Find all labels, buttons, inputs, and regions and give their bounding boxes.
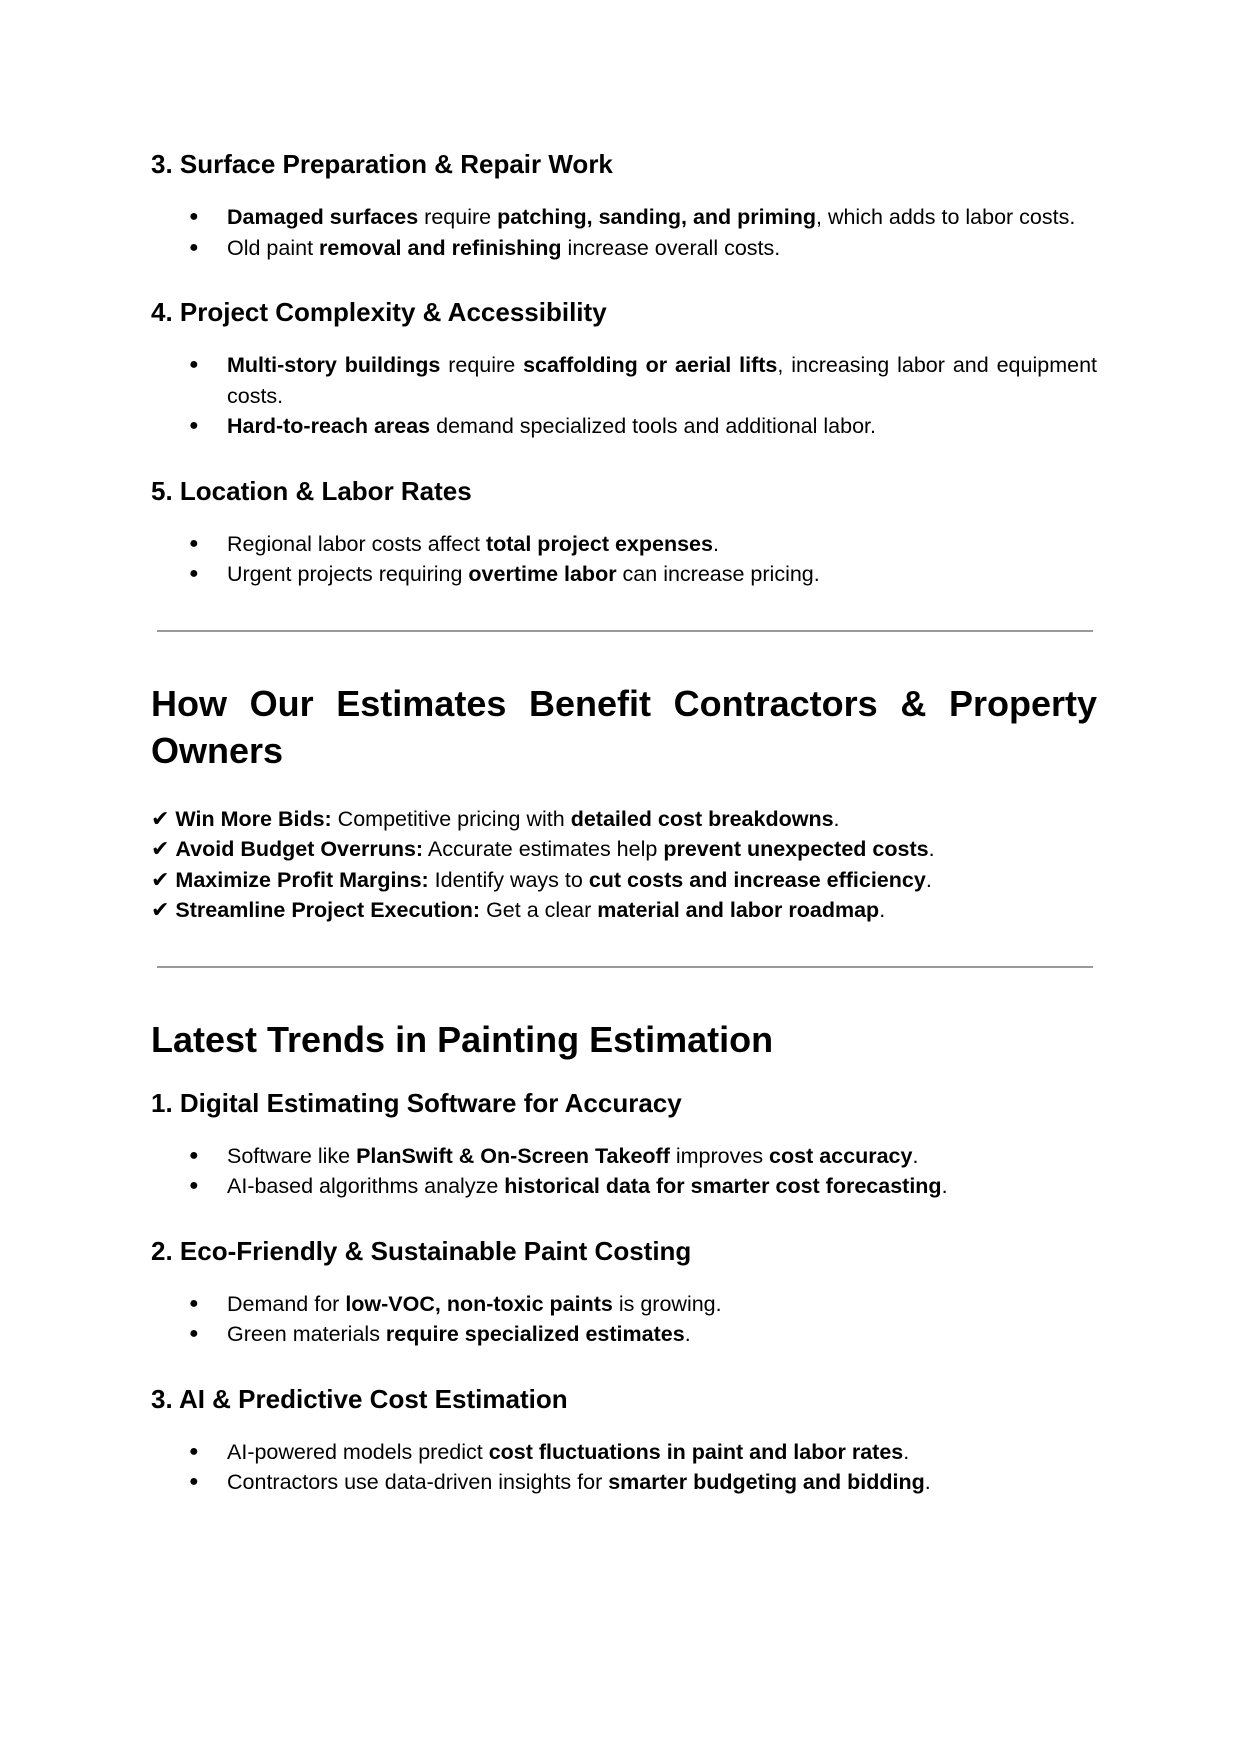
list-item bbox=[151, 350, 1097, 411]
bold-text: historical data for smarter cost forecasting bbox=[504, 1174, 942, 1198]
list-item bbox=[151, 202, 1097, 233]
bullet-icon: ● bbox=[189, 1325, 199, 1342]
benefit-item bbox=[151, 834, 1097, 865]
text: Contractors use data-driven insights for bbox=[227, 1470, 609, 1494]
bold-text: cost accuracy bbox=[769, 1143, 913, 1168]
section-heading: 3. Surface Preparation & Repair Work bbox=[151, 149, 613, 179]
section-heading: 2. Eco-Friendly & Sustainable Paint Costing bbox=[151, 1235, 692, 1266]
text: Competitive pricing with bbox=[331, 806, 571, 831]
text: improves bbox=[669, 1143, 770, 1168]
text: , which adds to labor costs. bbox=[816, 205, 1076, 229]
bullet-icon: ● bbox=[189, 1177, 199, 1194]
bold-text: require specialized estimates bbox=[385, 1322, 685, 1346]
bold-text: detailed cost breakdowns bbox=[570, 806, 834, 831]
bold-text: overtime labor bbox=[468, 562, 617, 586]
check-icon: ✔ bbox=[151, 866, 170, 892]
text: . bbox=[925, 867, 932, 892]
text: , increasing labor and equipment costs. bbox=[227, 353, 1097, 408]
text: Accurate estimates help bbox=[423, 837, 664, 861]
bold-text: patching, sanding, and priming bbox=[497, 205, 816, 229]
bullet-list bbox=[151, 350, 1097, 442]
check-icon: ✔ bbox=[151, 897, 170, 922]
text: Urgent projects requiring bbox=[227, 562, 469, 586]
bold-text: PlanSwift & On-Screen Takeoff bbox=[356, 1143, 670, 1168]
document-page bbox=[151, 146, 1097, 1529]
text: . bbox=[912, 1143, 919, 1168]
text: . bbox=[833, 806, 840, 831]
text: require bbox=[440, 353, 524, 377]
list-item bbox=[151, 529, 1097, 560]
section-heading: 5. Location & Labor Rates bbox=[151, 475, 472, 506]
bullet-icon: ● bbox=[189, 565, 199, 582]
text: . bbox=[712, 531, 719, 556]
benefit-label: Avoid Budget Overruns: bbox=[175, 837, 424, 861]
text: . bbox=[928, 837, 935, 861]
list-item bbox=[151, 233, 1097, 264]
text: Demand for bbox=[227, 1291, 346, 1316]
bullet-list bbox=[151, 202, 1097, 263]
text: AI-powered models predict bbox=[227, 1439, 489, 1464]
text: . bbox=[903, 1439, 910, 1464]
text: Green materials bbox=[227, 1322, 386, 1346]
text: Software like bbox=[227, 1143, 357, 1168]
text: Regional labor costs affect bbox=[227, 531, 486, 556]
text: Old paint bbox=[227, 235, 320, 260]
bold-text: material and labor roadmap bbox=[597, 898, 880, 922]
section-title: Latest Trends in Painting Estimation bbox=[151, 1018, 774, 1060]
text: Get a clear bbox=[480, 898, 598, 922]
list-item bbox=[151, 411, 1097, 442]
text: require bbox=[418, 205, 498, 229]
bullet-icon: ● bbox=[189, 1146, 199, 1164]
bullet-icon: ● bbox=[189, 534, 199, 552]
list-item bbox=[151, 1141, 1097, 1172]
benefit-label: Streamline Project Execution: bbox=[175, 898, 481, 922]
bold-text: smarter budgeting and bidding bbox=[608, 1470, 925, 1494]
bullet-icon: ● bbox=[189, 417, 199, 434]
text: can increase pricing. bbox=[616, 562, 820, 586]
bold-text: cut costs and increase efficiency bbox=[588, 867, 926, 892]
list-item bbox=[151, 1289, 1097, 1320]
bullet-icon: ● bbox=[189, 1442, 199, 1460]
bold-text: removal and refinishing bbox=[319, 235, 562, 260]
text: demand specialized tools and additional labor. bbox=[430, 414, 876, 438]
bullet-list bbox=[151, 1289, 1097, 1350]
list-item bbox=[151, 1319, 1097, 1350]
horizontal-divider bbox=[157, 630, 1093, 632]
bold-text: low-VOC, non-toxic paints bbox=[345, 1291, 613, 1316]
text: . bbox=[924, 1470, 931, 1494]
check-icon: ✔ bbox=[151, 805, 170, 831]
benefits-list bbox=[151, 804, 1097, 926]
bullet-icon: ● bbox=[189, 208, 199, 225]
list-item bbox=[151, 559, 1097, 590]
benefit-item bbox=[151, 804, 1097, 835]
section-heading: 1. Digital Estimating Software for Accuracy bbox=[151, 1087, 682, 1118]
bold-text: Multi-story buildings bbox=[227, 353, 441, 377]
bullet-icon: ● bbox=[189, 356, 199, 373]
bold-text: Damaged surfaces bbox=[227, 205, 419, 229]
bullet-list bbox=[151, 529, 1097, 590]
bold-text: Hard-to-reach areas bbox=[227, 414, 431, 438]
benefit-label: Win More Bids: bbox=[175, 806, 332, 831]
bullet-list bbox=[151, 1141, 1097, 1202]
bold-text: scaffolding or aerial lifts bbox=[523, 353, 778, 377]
bullet-list bbox=[151, 1437, 1097, 1498]
bold-text: prevent unexpected costs bbox=[663, 837, 929, 861]
list-item bbox=[151, 1171, 1097, 1202]
bullet-icon: ● bbox=[189, 1294, 199, 1312]
text: . bbox=[941, 1174, 948, 1198]
section-heading: 4. Project Complexity & Accessibility bbox=[151, 297, 607, 327]
bold-text: cost fluctuations in paint and labor rates bbox=[488, 1439, 904, 1464]
text: is growing. bbox=[612, 1291, 722, 1316]
section-title: How Our Estimates Benefit Contractors & Property Owners bbox=[151, 682, 1097, 771]
list-item bbox=[151, 1437, 1097, 1468]
bold-text: total project expenses bbox=[485, 531, 713, 556]
section-heading: 3. AI & Predictive Cost Estimation bbox=[151, 1383, 568, 1414]
bullet-icon: ● bbox=[189, 1473, 199, 1490]
text: . bbox=[879, 898, 886, 922]
text: . bbox=[684, 1322, 691, 1346]
text: Identify ways to bbox=[428, 867, 589, 892]
bullet-icon: ● bbox=[189, 238, 199, 256]
horizontal-divider bbox=[157, 966, 1093, 968]
benefit-label: Maximize Profit Margins: bbox=[175, 867, 429, 892]
text: AI-based algorithms analyze bbox=[227, 1174, 505, 1198]
benefit-item bbox=[151, 865, 1097, 896]
check-icon: ✔ bbox=[151, 836, 170, 861]
benefit-item bbox=[151, 895, 1097, 926]
text: increase overall costs. bbox=[561, 235, 781, 260]
list-item bbox=[151, 1467, 1097, 1498]
